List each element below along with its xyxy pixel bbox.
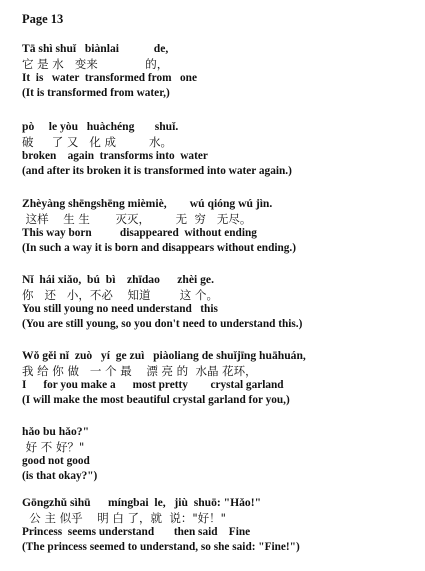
hanzi-line: 好 不 好？"	[22, 439, 85, 454]
pinyin-line: Gōngzhǔ sìhū míngbai le, jiù shuō: "Hǎo!"	[22, 496, 262, 509]
page-label: Page 13	[22, 12, 64, 26]
stanza	[22, 42, 422, 100]
english-gloss-line: You still young no need understand this	[22, 303, 218, 315]
hanzi-line: 我 给 你 做 一 个 最 漂 亮 的 水晶 花环，	[22, 363, 257, 378]
stanza	[22, 425, 422, 483]
stanza	[22, 120, 422, 178]
translation-line: (is that okay?")	[22, 469, 98, 482]
pinyin-line: Zhèyàng shēngshēng mièmiè, wú qióng wú jìn.	[22, 197, 273, 210]
translation-line: (The princess seemed to understand, so she said: "Fine!")	[22, 540, 300, 553]
english-gloss-line: I for you make a most pretty crystal garland	[22, 379, 284, 391]
translation-line: (and after its broken it is transformed into water again.)	[22, 164, 292, 177]
stanza	[22, 273, 422, 331]
stanza	[22, 197, 422, 255]
translation-line: (In such a way it is born and disappears without ending.)	[22, 241, 297, 254]
translation-line: (I will make the most beautiful crystal garland for you,)	[22, 393, 290, 406]
stanza	[22, 496, 422, 554]
english-gloss-line: It is water transformed from one	[22, 72, 197, 84]
hanzi-line: 它 是 水 变来 的，	[22, 56, 169, 71]
pinyin-line: Tā shì shuǐ biànlai de,	[22, 42, 169, 55]
stanza	[22, 349, 422, 407]
translation-line: (You are still young, so you don't need to understand this.)	[22, 317, 303, 330]
pinyin-line: Wǒ gěi nǐ zuò yí ge zuì piàoliang de shuǐjīng huāhuán,	[22, 349, 306, 362]
translation-line: (It is transformed from water,)	[22, 86, 170, 99]
pinyin-line: hǎo bu hǎo?"	[22, 425, 90, 438]
pinyin-line: pò le yòu huàchéng shuǐ.	[22, 120, 179, 133]
hanzi-line: 公 主 似乎 明 白 了，就 说："好！"	[22, 510, 226, 525]
pinyin-line: Nǐ hái xiǎo, bú bì zhīdao zhèi ge.	[22, 273, 214, 286]
english-gloss-line: good not good	[22, 455, 90, 467]
hanzi-line: 破 了 又 化 成 水。	[22, 134, 172, 149]
english-gloss-line: Princess seems understand then said Fine	[22, 526, 251, 538]
hanzi-line: 这样 生 生 灭灭， 无 穷 无尽。	[22, 211, 252, 226]
english-gloss-line: This way born disappeared without ending	[22, 227, 257, 239]
english-gloss-line: broken again transforms into water	[22, 150, 208, 162]
hanzi-line: 你 还 小，不必 知道 这 个。	[22, 287, 218, 302]
